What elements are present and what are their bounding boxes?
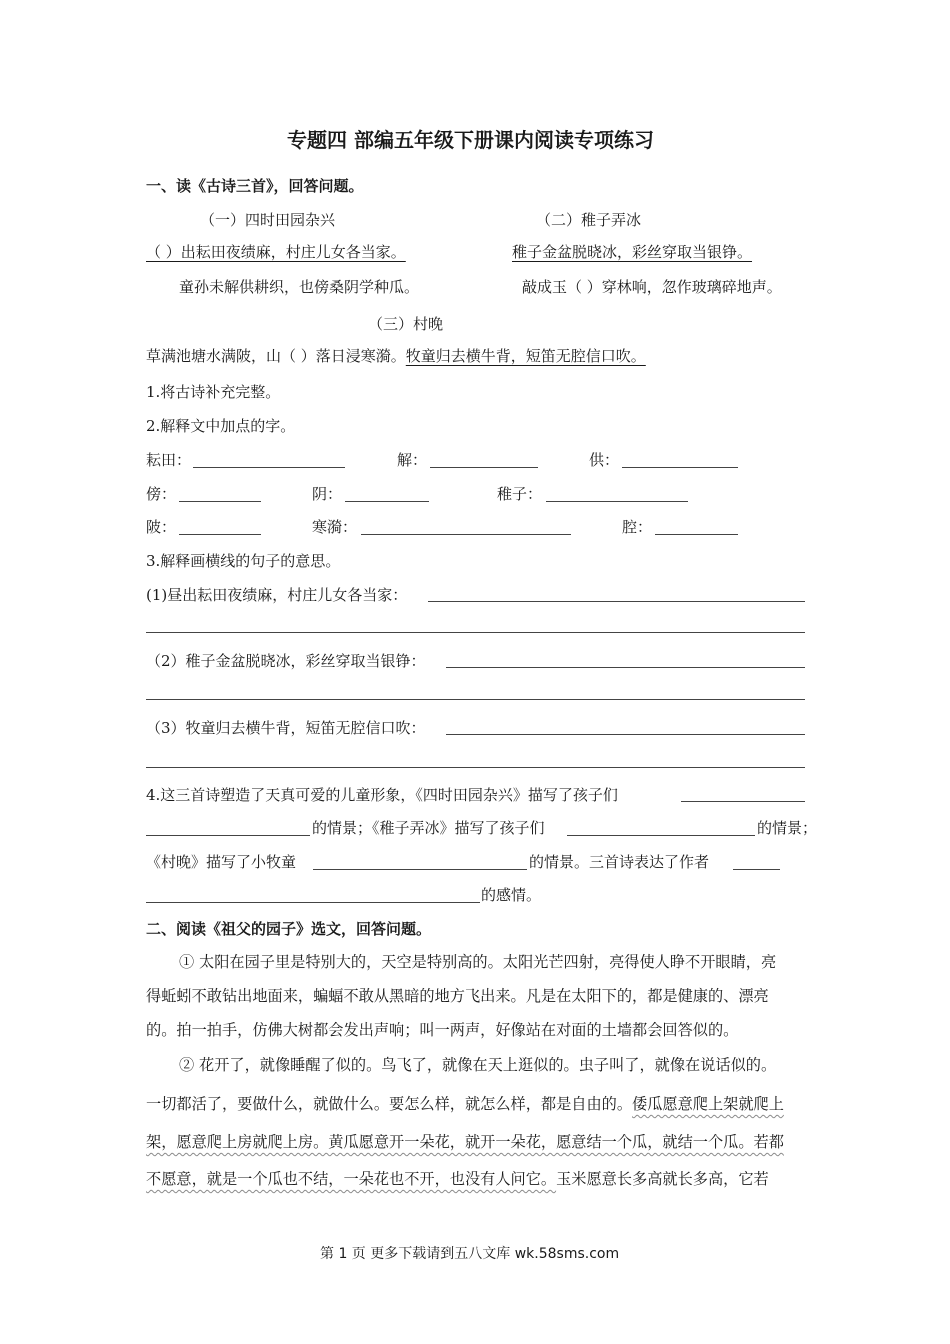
blank-4-2[interactable]	[567, 835, 755, 836]
question-4-text-e: 的情景。三首诗表达了作者	[529, 853, 710, 871]
section-1-heading: 一、读《古诗三首》，回答问题。	[146, 177, 364, 195]
passage-p1-line-3: 的。拍一拍手，仿佛大树都会发出声响；叫一两声，好像站在对面的土墙都会回答似的。	[146, 1021, 739, 1039]
question-4-text-d: 《村晚》描写了小牧童	[146, 853, 297, 871]
blank-bei[interactable]	[179, 534, 261, 535]
label-gong: 供：	[589, 451, 620, 469]
label-yuntian: 耘田：	[146, 451, 192, 469]
blank-4-3[interactable]	[313, 869, 527, 870]
blank-hanyi[interactable]	[361, 534, 571, 535]
poem-1-line-2: 童孙未解供耕织，也傍桑阴学种瓜。	[179, 278, 420, 296]
blank-4-4[interactable]	[733, 869, 780, 870]
poem-1-title: （一）四时田园杂兴	[200, 211, 336, 229]
answer-3-1-line-b[interactable]	[146, 632, 805, 633]
poem-3-title: （三）村晚	[368, 315, 444, 333]
poem-3-line	[146, 349, 646, 364]
passage-p2-line-4b: 玉米愿意长多高就长多高，它若	[556, 1170, 769, 1188]
answer-3-3-line-b[interactable]	[146, 767, 805, 768]
question-1: 1.将古诗补充完整。	[146, 383, 281, 401]
label-jie: 解：	[397, 451, 428, 469]
label-zhizi: 稚子：	[497, 485, 543, 503]
question-3-2: （2）稚子金盆脱晓冰，彩丝穿取当银铮：	[146, 652, 426, 670]
passage-p2-line-3: 架，愿意爬上房就爬上房。黄瓜愿意开一朵花，就开一朵花，愿意结一个瓜，就结一个瓜。若都	[146, 1133, 784, 1151]
blank-4-1-cont[interactable]	[146, 835, 310, 836]
poem-2-line-2: 敲成玉（ ）穿林响，忽作玻璃碎地声。	[522, 278, 782, 296]
passage-p2-line-4	[146, 1172, 769, 1187]
passage-p1-line-1: ① 太阳在园子里是特别大的，天空是特别高的。太阳光芒四射，亮得使人睁不开眼睛，亮	[179, 953, 777, 971]
label-yin: 阴：	[312, 485, 343, 503]
answer-3-2-line-b[interactable]	[146, 699, 805, 700]
poem-3-part-1: 草满池塘水满陂，山（ ）落日浸寒漪。	[146, 347, 406, 365]
page-title: 专题四 部编五年级下册课内阅读专项练习	[287, 128, 654, 152]
question-4-text-a: 4.这三首诗塑造了天真可爱的儿童形象，《四时田园杂兴》描写了孩子们	[146, 786, 618, 804]
answer-3-3-line-a[interactable]	[446, 734, 805, 735]
blank-jie[interactable]	[430, 467, 538, 468]
blank-bang[interactable]	[179, 501, 261, 502]
poem-1-line-1: （ ）出耘田夜绩麻，村庄儿女各当家。	[146, 243, 406, 261]
question-2: 2.解释文中加点的字。	[146, 417, 296, 435]
blank-zhizi[interactable]	[546, 501, 688, 502]
answer-3-2-line-a[interactable]	[446, 667, 805, 668]
passage-p2-line-1: ② 花开了，就像睡醒了似的。鸟飞了，就像在天上逛似的。虫子叫了，就像在说话似的。	[179, 1056, 777, 1074]
label-bei: 陂：	[146, 518, 177, 536]
question-3-3: （3）牧童归去横牛背，短笛无腔信口吹：	[146, 719, 426, 737]
poem-2-line-1: 稚子金盆脱晓冰，彩丝穿取当银铮。	[512, 243, 753, 261]
blank-4-4-cont[interactable]	[146, 902, 480, 903]
page-footer: 第 1 页 更多下载请到五八文库 wk.58sms.com	[320, 1246, 620, 1262]
question-4-text-f: 的感情。	[481, 886, 542, 904]
blank-qiang[interactable]	[655, 534, 738, 535]
question-3: 3.解释画横线的句子的意思。	[146, 552, 341, 570]
label-bang: 傍：	[146, 485, 177, 503]
question-4-text-b: 的情景；《稚子弄冰》描写了孩子们	[312, 819, 545, 837]
blank-gong[interactable]	[622, 467, 738, 468]
question-3-1: (1)昼出耘田夜绩麻，村庄儿女各当家：	[146, 586, 408, 604]
label-qiang: 腔：	[622, 518, 653, 536]
question-4-text-c: 的情景；	[757, 819, 818, 837]
blank-4-1[interactable]	[681, 801, 805, 802]
passage-p2-line-4a: 不愿意，就是一个瓜也不结，一朵花也不开，也没有人问它。	[146, 1170, 557, 1188]
blank-yuntian[interactable]	[193, 467, 345, 468]
passage-p2-line-2b: 倭瓜愿意爬上架就爬上	[632, 1095, 784, 1113]
poem-2-title: （二）稚子弄冰	[536, 211, 642, 229]
poem-3-part-2: 牧童归去横牛背，短笛无腔信口吹。	[405, 347, 646, 365]
passage-p2-line-2a: 一切都活了，要做什么，就做什么。要怎么样，就怎么样，都是自由的。	[146, 1095, 632, 1113]
section-2-heading: 二、阅读《祖父的园子》选文，回答问题。	[146, 920, 432, 938]
answer-3-1-line-a[interactable]	[428, 601, 805, 602]
label-hanyi: 寒漪：	[312, 518, 358, 536]
blank-yin[interactable]	[345, 501, 429, 502]
passage-p2-line-2	[146, 1097, 784, 1112]
passage-p1-line-2: 得蚯蚓不敢钻出地面来，蝙蝠不敢从黑暗的地方飞出来。凡是在太阳下的，都是健康的、漂亮	[146, 987, 769, 1005]
